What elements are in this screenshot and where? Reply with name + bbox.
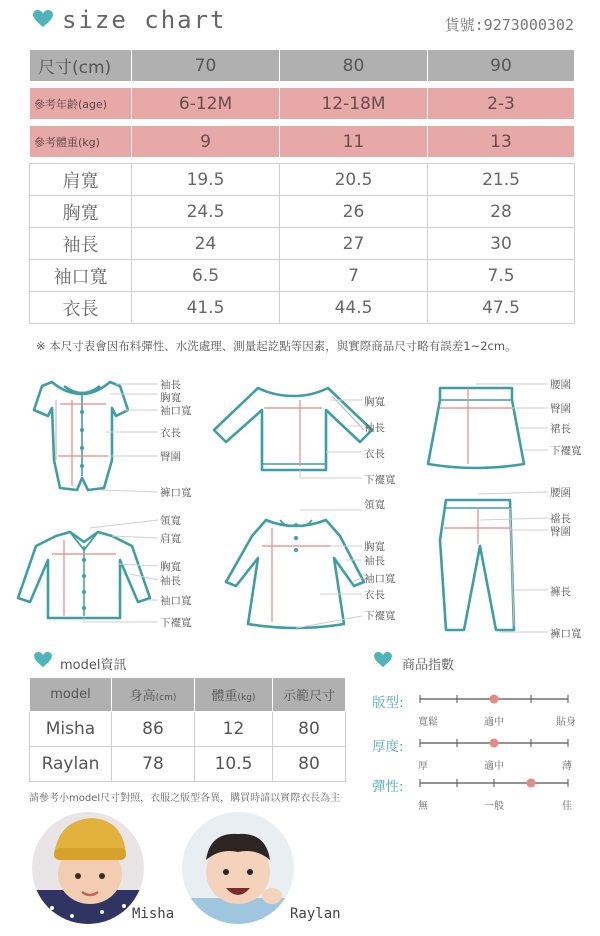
col-header: 身高(cm) — [112, 678, 195, 712]
product-number: 貨號:9273000302 — [444, 16, 574, 34]
pants-label: 襠長 — [550, 513, 571, 525]
weight-row — [30, 126, 575, 158]
table-cell: 80 — [273, 712, 346, 747]
table-header-row — [30, 678, 346, 712]
table-cell: 21.5 — [428, 164, 575, 196]
size-table — [29, 49, 575, 324]
index-label-thickness: 厚度: — [372, 739, 404, 755]
shirt-label: 肩寬 — [160, 533, 181, 545]
romper-label: 衣長 — [160, 427, 181, 439]
scale-tick: 一般 — [484, 801, 504, 812]
elasticity-scale — [418, 776, 574, 790]
sweater-drawing — [214, 388, 372, 478]
table-cell: 86 — [112, 712, 195, 747]
table-row — [30, 712, 346, 747]
dress-label: 胸寬 — [364, 541, 385, 553]
scale-tick: 佳 — [562, 801, 572, 812]
table-cell: 24 — [132, 228, 280, 260]
model-note: 請參考小model尺寸對照，衣服之版型各異，購買時請以實際衣長為主 — [29, 793, 341, 804]
fit-scale — [418, 692, 574, 706]
thickness-scale — [418, 736, 574, 750]
skirt-label: 腰圍 — [550, 379, 571, 391]
age-row — [30, 88, 575, 120]
scale-tick: 寬鬆 — [418, 717, 438, 728]
table-cell: 27 — [280, 228, 428, 260]
table-row — [30, 260, 575, 292]
sweater-label: 袖長 — [364, 422, 385, 434]
table-row — [30, 292, 575, 324]
dress-label: 領寬 — [364, 499, 385, 511]
scale-tick: 厚 — [418, 761, 428, 772]
table-row — [30, 196, 575, 228]
skirt-label: 裙長 — [550, 423, 571, 435]
skirt-label: 下襬寬 — [550, 445, 582, 457]
weight-value: 11 — [280, 126, 428, 158]
table-cell: 44.5 — [280, 292, 428, 324]
weight-label: 參考體重(kg) — [30, 126, 132, 158]
scale-tick: 適中 — [484, 761, 504, 772]
table-cell: 24.5 — [132, 196, 280, 228]
table-cell: 47.5 — [428, 292, 575, 324]
dress-label: 衣長 — [364, 589, 385, 601]
romper-label: 臀圍 — [160, 451, 181, 463]
romper-drawing — [34, 382, 158, 492]
age-value: 2-3 — [428, 88, 575, 120]
row-label: 衣長 — [30, 292, 132, 324]
model-photo-name: Raylan — [290, 906, 341, 922]
thickness-level-marker — [490, 739, 499, 748]
row-label: 肩寬 — [30, 164, 132, 196]
table-cell: 80 — [273, 747, 346, 782]
skirt-drawing — [428, 384, 548, 468]
sweater-label: 胸寬 — [364, 396, 385, 408]
model-name: Misha — [30, 712, 112, 747]
size-header-label: 尺寸(cm) — [30, 50, 132, 82]
elasticity-level-marker — [527, 779, 536, 788]
table-cell: 7.5 — [428, 260, 575, 292]
table-cell: 78 — [112, 747, 195, 782]
dress-label: 下襬寬 — [364, 610, 396, 622]
size-70: 70 — [132, 50, 280, 82]
pants-drawing — [440, 492, 548, 632]
col-header: model — [30, 678, 112, 712]
pants-label: 臀圍 — [550, 526, 571, 538]
row-label: 袖口寬 — [30, 260, 132, 292]
pants-label: 褲口寬 — [550, 628, 582, 640]
row-label: 胸寬 — [30, 196, 132, 228]
model-photo — [182, 812, 294, 924]
sweater-label: 下襬寬 — [364, 474, 396, 486]
row-label: 袖長 — [30, 228, 132, 260]
romper-label: 袖口寬 — [160, 405, 192, 417]
model-photo — [32, 812, 144, 924]
size-disclaimer: ※ 本尺寸表會因布料彈性、水洗處理、測量起訖點等因素，與實際商品尺寸略有誤差1~2cm。 — [36, 339, 517, 353]
dress-label: 袖口寬 — [364, 573, 396, 585]
col-header: 示範尺寸 — [273, 678, 346, 712]
shirt-label: 袖長 — [160, 575, 181, 587]
table-row — [30, 164, 575, 196]
pants-label: 腰圍 — [550, 487, 571, 499]
pants-label: 褲長 — [550, 586, 571, 598]
scale-tick: 無 — [418, 801, 428, 812]
scale-tick: 貼身 — [556, 717, 576, 728]
garment-diagrams — [0, 360, 600, 640]
model-table — [29, 677, 346, 782]
model-name: Raylan — [30, 747, 112, 782]
size-90: 90 — [428, 50, 575, 82]
model-section-title: model資訊 — [60, 658, 127, 673]
col-header: 體重(kg) — [195, 678, 273, 712]
skirt-label: 臀圍 — [550, 403, 571, 415]
dress-label: 袖長 — [364, 555, 385, 567]
scale-tick: 適中 — [484, 717, 504, 728]
shirt-label: 袖口寬 — [160, 595, 192, 607]
model-photo-name: Misha — [132, 906, 175, 922]
shirt-label: 領寬 — [160, 515, 181, 527]
sweater-label: 衣長 — [364, 448, 385, 460]
index-section-title: 商品指數 — [402, 658, 455, 673]
heart-icon — [34, 652, 52, 668]
age-value: 6-12M — [132, 88, 280, 120]
scale-tick: 薄 — [562, 761, 572, 772]
table-cell: 19.5 — [132, 164, 280, 196]
dress-drawing — [226, 510, 364, 628]
shirt-label: 胸寬 — [160, 561, 181, 573]
page-title: size chart — [62, 6, 227, 34]
size-80: 80 — [280, 50, 428, 82]
heart-icon — [374, 652, 392, 668]
age-label: 參考年齡(age) — [30, 88, 132, 120]
romper-label: 袖長 — [160, 379, 181, 391]
shirt-label: 下襬寬 — [160, 617, 192, 629]
table-row — [30, 228, 575, 260]
weight-value: 9 — [132, 126, 280, 158]
table-cell: 20.5 — [280, 164, 428, 196]
index-label-fit: 版型: — [372, 695, 404, 711]
table-header-row — [30, 50, 575, 82]
fit-level-marker — [490, 695, 499, 704]
table-cell: 6.5 — [132, 260, 280, 292]
table-cell: 12 — [195, 712, 273, 747]
table-cell: 41.5 — [132, 292, 280, 324]
weight-value: 13 — [428, 126, 575, 158]
romper-label: 褲口寬 — [160, 487, 192, 499]
romper-label: 胸寬 — [160, 392, 181, 404]
table-cell: 7 — [280, 260, 428, 292]
table-row — [30, 747, 346, 782]
table-cell: 30 — [428, 228, 575, 260]
index-label-elasticity: 彈性: — [372, 779, 404, 795]
table-cell: 10.5 — [195, 747, 273, 782]
table-cell: 26 — [280, 196, 428, 228]
table-cell: 28 — [428, 196, 575, 228]
age-value: 12-18M — [280, 88, 428, 120]
shirt-drawing — [18, 520, 158, 622]
heart-icon — [33, 10, 53, 28]
